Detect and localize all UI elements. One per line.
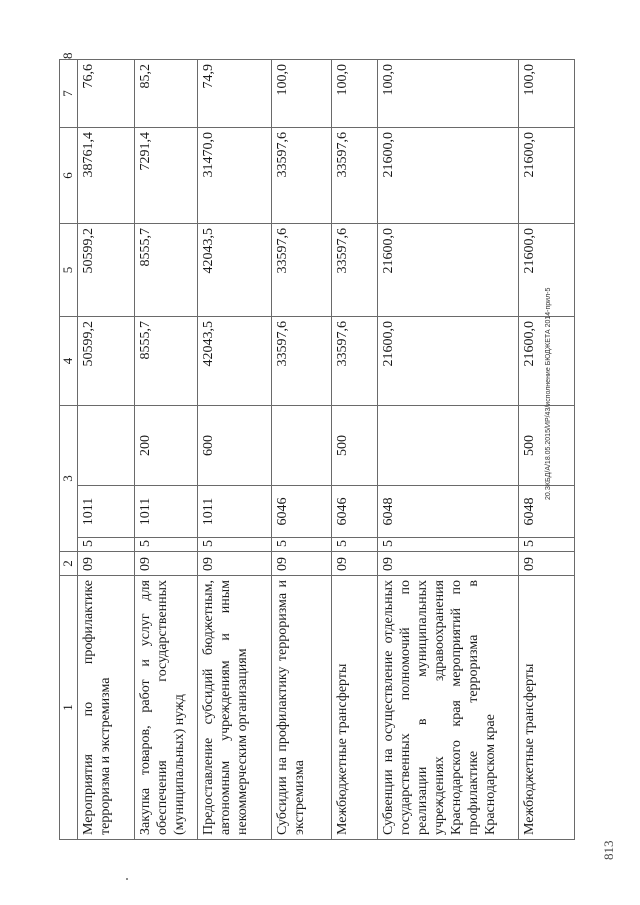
executed-amount-cell xyxy=(135,128,198,224)
refined-amount-cell xyxy=(378,224,519,317)
program-code-value: 5 xyxy=(275,540,290,547)
program-code-value: 5 xyxy=(138,540,153,547)
scan-speck xyxy=(126,878,128,880)
approved-amount-cell xyxy=(332,317,378,406)
program-code-cell xyxy=(378,538,519,552)
executed-amount-cell xyxy=(198,128,272,224)
approved-amount-value: 42043,5 xyxy=(201,321,216,367)
execution-percent-value: 85,2 xyxy=(138,64,153,89)
section-code-cell xyxy=(198,552,272,576)
expense-type-value: 500 xyxy=(522,435,537,456)
program-code-value: 5 xyxy=(81,540,96,547)
executed-amount-value: 38761,4 xyxy=(81,132,96,178)
column-number: 2 xyxy=(60,552,78,576)
approved-amount-cell xyxy=(198,317,272,406)
approved-amount-cell xyxy=(78,317,135,406)
section-code-cell xyxy=(519,552,575,576)
program-code-cell xyxy=(78,538,135,552)
execution-percent-cell xyxy=(272,60,332,128)
article-code-value: 1011 xyxy=(201,497,216,526)
section-code-cell xyxy=(332,552,378,576)
article-code-cell xyxy=(378,486,519,538)
column-number: 4 xyxy=(60,317,78,406)
row-name-value: Мероприятия по профилактике терроризма и экстремизма xyxy=(81,580,114,835)
executed-amount-cell xyxy=(332,128,378,224)
column-number: 1 xyxy=(60,576,78,840)
section-code-value: 09 xyxy=(201,557,216,571)
table-row xyxy=(135,60,198,840)
program-code-value: 5 xyxy=(522,540,537,547)
budget-execution-table xyxy=(59,52,575,840)
approved-amount-value: 50599,2 xyxy=(81,321,96,367)
section-code-value: 09 xyxy=(81,557,96,571)
column-number: 6 xyxy=(60,128,78,224)
page-number: 813 xyxy=(601,840,616,860)
expense-type-cell xyxy=(198,406,272,486)
executed-amount-value: 21600,0 xyxy=(381,132,396,178)
article-code-value: 6046 xyxy=(335,497,350,526)
program-code-cell xyxy=(332,538,378,552)
program-code-cell xyxy=(135,538,198,552)
program-code-cell xyxy=(198,538,272,552)
table-row xyxy=(198,60,272,840)
approved-amount-cell xyxy=(272,317,332,406)
refined-amount-value: 50599,2 xyxy=(81,228,96,274)
column-number: 7 xyxy=(60,60,78,128)
section-code-value: 09 xyxy=(275,557,290,571)
refined-amount-value: 21600,0 xyxy=(381,228,396,274)
expense-type-cell xyxy=(135,406,198,486)
refined-amount-cell xyxy=(332,224,378,317)
table-row xyxy=(332,60,378,840)
refined-amount-cell xyxy=(78,224,135,317)
refined-amount-value: 42043,5 xyxy=(201,228,216,274)
execution-percent-value: 76,6 xyxy=(81,64,96,89)
expense-type-cell xyxy=(378,406,519,486)
section-code-cell xyxy=(135,552,198,576)
executed-amount-value: 33597,6 xyxy=(275,132,290,178)
row-name-value: Межбюджетные трансферты xyxy=(522,663,537,835)
refined-amount-value: 8555,7 xyxy=(138,228,153,267)
row-name-cell xyxy=(378,576,519,840)
expense-type-cell xyxy=(78,406,135,486)
program-code-value: 5 xyxy=(335,540,350,547)
executed-amount-value: 31470,0 xyxy=(201,132,216,178)
execution-percent-cell xyxy=(78,60,135,128)
expense-type-value: 200 xyxy=(138,435,153,456)
program-code-cell xyxy=(519,538,575,552)
approved-amount-value: 8555,7 xyxy=(138,321,153,360)
section-code-cell xyxy=(78,552,135,576)
executed-amount-value: 7291,4 xyxy=(138,132,153,171)
section-code-value: 09 xyxy=(138,557,153,571)
approved-amount-value: 21600,0 xyxy=(522,321,537,367)
row-name-cell xyxy=(78,576,135,840)
refined-amount-cell xyxy=(272,224,332,317)
execution-percent-cell xyxy=(198,60,272,128)
column-number: 5 xyxy=(60,224,78,317)
budget-sheet xyxy=(59,52,604,840)
execution-percent-cell xyxy=(378,60,519,128)
refined-amount-cell xyxy=(135,224,198,317)
row-name-value: Закупка товаров, работ и услуг для обеспечения государственных (муниципальных) нужд xyxy=(138,580,188,835)
article-code-value: 1011 xyxy=(81,497,96,526)
program-code-value: 5 xyxy=(201,540,216,547)
article-code-cell xyxy=(272,486,332,538)
executed-amount-cell xyxy=(378,128,519,224)
row-name-cell xyxy=(198,576,272,840)
article-code-value: 6046 xyxy=(275,497,290,526)
refined-amount-value: 33597,6 xyxy=(275,228,290,274)
row-name-value: Предоставление субсидий бюджетным, автономным учреждениям и иным некоммерческим организациям xyxy=(201,580,251,835)
approved-amount-value: 21600,0 xyxy=(381,321,396,367)
approved-amount-value: 33597,6 xyxy=(335,321,350,367)
approved-amount-cell xyxy=(378,317,519,406)
row-name-cell xyxy=(272,576,332,840)
expense-type-cell xyxy=(272,406,332,486)
article-code-cell xyxy=(135,486,198,538)
article-code-cell xyxy=(198,486,272,538)
article-code-cell xyxy=(78,486,135,538)
execution-percent-value: 100,0 xyxy=(335,64,350,96)
table-row xyxy=(78,60,135,840)
refined-amount-value: 33597,6 xyxy=(335,228,350,274)
section-code-value: 09 xyxy=(522,557,537,571)
program-code-cell xyxy=(272,538,332,552)
row-name-value: Субсидии на профилактику терроризма и экстремизма xyxy=(275,580,308,835)
program-code-value: 5 xyxy=(381,540,396,547)
section-code-cell xyxy=(272,552,332,576)
execution-percent-value: 100,0 xyxy=(381,64,396,96)
column-number: 3 xyxy=(60,406,78,552)
table-row xyxy=(378,60,519,840)
refined-amount-cell xyxy=(198,224,272,317)
execution-percent-cell xyxy=(135,60,198,128)
row-name-value: Межбюджетные трансферты xyxy=(335,663,350,835)
row-name-cell xyxy=(135,576,198,840)
article-code-value: 6048 xyxy=(381,497,396,526)
approved-amount-cell xyxy=(135,317,198,406)
article-code-cell xyxy=(332,486,378,538)
execution-percent-value: 100,0 xyxy=(522,64,537,96)
executed-amount-value: 33597,6 xyxy=(335,132,350,178)
section-code-value: 09 xyxy=(381,557,396,571)
article-code-value: 1011 xyxy=(138,497,153,526)
row-name-cell xyxy=(519,576,575,840)
section-code-value: 09 xyxy=(335,557,350,571)
executed-amount-value: 21600,0 xyxy=(522,132,537,178)
row-name-cell xyxy=(332,576,378,840)
article-code-value: 6048 xyxy=(522,497,537,526)
executed-amount-cell xyxy=(272,128,332,224)
execution-percent-cell xyxy=(332,60,378,128)
row-name-value: Субвенции на осуществление отдельных государственных полномочий по реализации в муниципальных учреждениях здравоохранения Краснодарского края мероприятий по профилактике терроризма в Краснодарском крае xyxy=(381,580,499,835)
section-code-cell xyxy=(378,552,519,576)
table-row xyxy=(272,60,332,840)
execution-percent-value: 100,0 xyxy=(275,64,290,96)
approved-amount-value: 33597,6 xyxy=(275,321,290,367)
execution-percent-cell xyxy=(519,60,575,128)
expense-type-cell xyxy=(332,406,378,486)
column-number-row: 1 2 3 4 5 6 7 8 xyxy=(60,60,78,840)
expense-type-value: 500 xyxy=(335,435,350,456)
execution-percent-value: 74,9 xyxy=(201,64,216,89)
executed-amount-cell xyxy=(78,128,135,224)
expense-type-value: 600 xyxy=(201,435,216,456)
footer-file-code: 20.ЗКБД/А/18.05.2015/ИР/43/исполнение БЮДЖЕТА 2014-прил-5 xyxy=(545,287,552,500)
refined-amount-value: 21600,0 xyxy=(522,228,537,274)
